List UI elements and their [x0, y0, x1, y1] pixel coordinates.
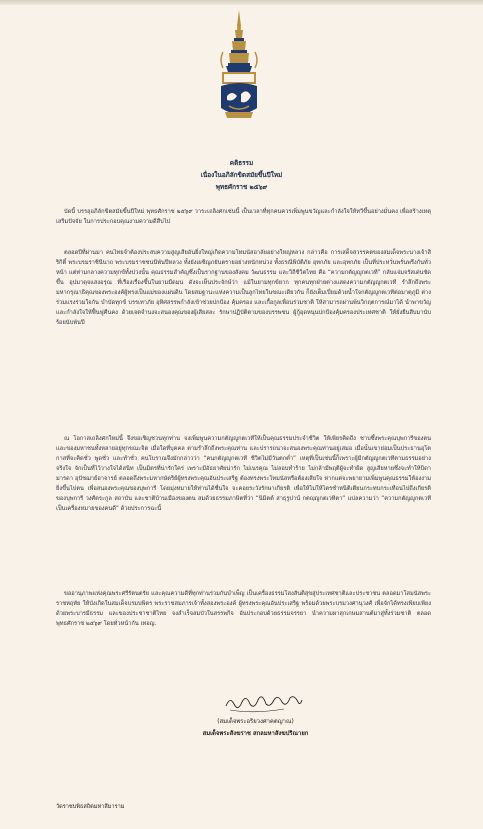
- paragraph-1: [56, 207, 431, 245]
- paragraph-3-text: ณ โอกาสเถลิงศกใหม่นี้ จึงขอเชิญชวนทุกท่าน จงเพิ่มพูนความกตัญญูกตเวทีให้เป็นคุณธรรมประจำชีวิต ให้เพียรคิดถึง ชาบซึ้งพระคุณบุพการีของตน และของมหาชนทั้งหลายอยู่ทุกขณะจิต เมื่อใดที่บุคคล ตามรำลึกถึงพระคุณท่าน และปรารถนาจะสนองพระคุณท่านอยู่เสมอ เมื่อนั้นเขาย่อมเป็นประธานอุโตกาสที่จะคิดชั่ว พูดชั่ว และทำชั่ว คนโบราณจึงมักกล่าวว่า “คนกตัญญูกตเวที ชีวิตไม่มีวันตกต่ำ” เหตุที่เป็นเช่นนี้ก็เพราะผู้มีกตัญญูกตเวทีตามธรรมอย่างจริงใจ จักเป็นที่ไว้วางใจได้สนิท เป็นมิตรที่น่ารักใคร่ เพราะมีอัธยาศัยน่ารัก ไม่เนรคุณ ไม่ลอบทำร้าย ไม่กล้ามีพฤติผู้จะทำผิด สูญเสียหายซึ่งจะทำให้บิดามารดา อุปัชฌาย์อาจารย์ ตลอดถึงพระมหากษัตริย์ผู้ทรงพระคุณอันประเสริฐ ต้องทรงพระโทมนัสหรือต้องเสียใจ หากแต่จะพยายามเพิ่มพูนคุณธรรมให้องงามยิ่งขึ้นไปตน เพื่อสนองพระคุณของบุพการี โดยมุ่งหมายให้ท่านได้ชื่นใจ จะคอยระวังรักษาเกียรติ เพื่อให้ไม่ให้ไตรชำหนิติเตียนกระทบกระเทือนไปถึงเกียรติของบุพการี วงศ์ตระกูล สถาบัน และชาติบ้านเมืองของตน สมด้วยธรรมภาษิตที่ว่า “นิมิตต์ สาธุรูปานํ กตญฺญูกตเวทิตา” แปลความว่า “ความกตัญญูกตเวทีเป็นเครื่องหมายของคนดี” ด้วยประการฉะนี้: [56, 436, 431, 513]
- document-title: คติธรรม: [229, 159, 254, 167]
- issuing-temple: วัดราชบพิธสถิตมหาสีมาราม: [56, 804, 125, 810]
- signatory-name: (สมเด็จพระอริยวงศาคตญาณ): [217, 719, 294, 725]
- handwritten-signature: [224, 688, 304, 716]
- paragraph-2: [56, 248, 431, 413]
- paragraph-3: [56, 434, 431, 582]
- paragraph-2-text: ตลอดปีที่ผ่านมา คนไทยจำต้องประสบความสูญเสียอันยิ่งใหญ่เกิดความโทมนัสอาลัยอย่างใหญ่หลวง กล่าวคือ การเสด็จสวรรคตของสมเด็จพระนางเจ้าสิริกิติ์ พระบรมราชินีนาถ พระบรมราชชนนีพันปีหลวง ทั้งยังเผชิญภยันตรายอย่างหนักหน่วง ทั้งธรณีพิบัติภัย อุทกภัย และอุทกภัย เป็นที่ประหวั่นพรั่นพรึงกันทั่วหน้า แต่ท่ามกลางความทุกข์ทั้งปวงนั้น คุณธรรมสำคัญซึ่งเป็นรากฐานของสังคม วัฒนธรรม และวิถีชีวิตไทย คือ “ความกตัญญูกตเวที” กลับแจ่มจรัสเด่นชัดขึ้น อุปมาดุจแสงอรุณ ที่เรืองเรื่องขึ้นในยามมืดมน ดังจะเห็นประจักษ์ว่า แม้ในยามทุกข์ยาก ทุกคนทุกฝ่ายต่างแสดงความกตัญญูกตเวที รำลึกถึงพระมหากรุณาธิคุณของพระองค์ผู้ทรงเป็นแม่ของแผ่นดิน โดยสมฐานะแห่งความเป็นลูกไทยในขณะเดียวกัน ก็ยังเต็มเปี่ยมด้วยน้ำใจกตัญญูกตเวทีต่อมาตุภูมิ ต่างร่วมแรงร่วมใจกัน บำบัดทุกข์ บรรเทาภัย อุทิศสรรพกำลังเข้าช่วยปกป้อง คุ้มครอง และเกื้อกูลเพื่อนร่วมชาติ ให้สามารถผ่านพ้นวิกฤตการณ์มาได้ นำพาขวัญและกำลังใจให้ฟื้นฟูคืนคง ด้วยเจตจำนงจะสนองคุณของผู้เสียสละ รักษาปฏิบัติตามของบรรพชน ผู้กู้อุดหนุนปกป้องคุ้มครองประเทศชาติ ให้ยั่งยืนสืบมานับร้อยนับพันปี: [56, 250, 431, 327]
- sangharaja-emblem: [213, 8, 265, 126]
- signature-icon: [224, 688, 304, 716]
- document-subtitle: เนื่องในอภิลักขิตสมัยขึ้นปีใหม่: [200, 171, 283, 179]
- top-edge: [0, 0, 483, 5]
- paragraph-4-text: ขออานุภาพแห่งคุณพระศรีรัตนตรัย และคุณความดีที่ทุกท่านร่วมกันบำเพ็ญ เป็นเครื่องธรรมโสงสันติสุขสู่ประเทศชาติและประชาชน ตลอดมาโสมนัสพระราชหฤทัย ให้บังเกิดในสมเด็จบรมบพิตร พระราชสมภารเจ้าทั้งสองพระองค์ ผู้ทรงพระคุณอันประเสริฐ พร้อมด้วยพระบรมวงศานุวงศ์ เพื่อจักได้ทรงเพียบเพียงด้วยพระบารมีธรรม และของประชาชาติไทย จงสำเร็จสมบัวในสรรพกิจ อันประกอบด้วยธรรมจรรยา นำความผาสุกเกษมสานต์มาสู่ทั้งร่วมชาติ ตลอดพุทธศักราช ๒๕๖๙ โดยทั่วหน้ากัน เทอญ.: [56, 591, 431, 628]
- signatory-title: สมเด็จพระสังฆราช สกลมหาสังฆปริณายก: [202, 731, 309, 737]
- paragraph-1-text: บัดนี้ บรรลุอภิลักขิตสมัยขึ้นปีใหม่ พุทธศักราช ๒๕๖๙ วาระเถลิงศกเช่นนี้ เป็นเวลาที่ทุกคนควรเพิ่มพูนขวัญและกำลังใจให้ทวีขึ้นอย่างมั่นคง เพื่อสร้างเหตุเสริมปัจจัย ในการประกอบคุณงามความดีสืบไป: [56, 209, 431, 226]
- document-year: พุทธศักราช ๒๕๖๙: [215, 183, 268, 191]
- emblem-icon: [213, 8, 265, 126]
- paragraph-4: [56, 589, 431, 659]
